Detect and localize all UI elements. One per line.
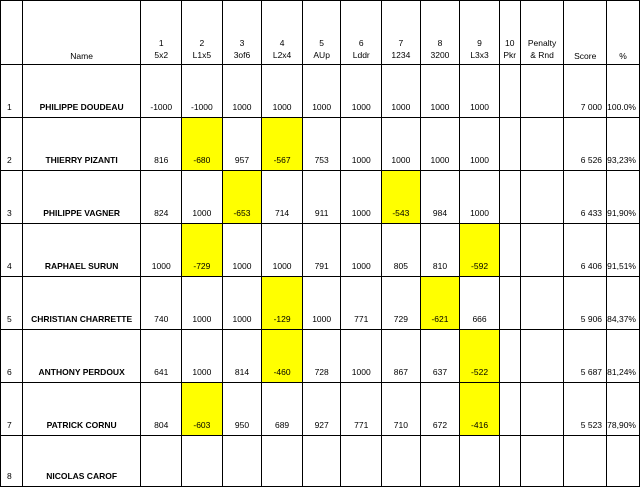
game-score-cell: -603 (182, 383, 223, 436)
player-name-cell: NICOLAS CAROF (22, 436, 141, 487)
game-score-cell (499, 65, 520, 118)
game-score-cell: 911 (302, 171, 341, 224)
header-game-1: 1 5x2 (141, 1, 182, 65)
table-row (1, 118, 640, 171)
game-score-cell: 729 (382, 277, 421, 330)
table-row (1, 436, 640, 487)
game-score-cell: 950 (222, 383, 262, 436)
header-game-10: 10 Pkr (499, 1, 520, 65)
game-score-cell: 1000 (182, 171, 223, 224)
game-score-cell: 1000 (341, 330, 382, 383)
game-score-cell: 753 (302, 118, 341, 171)
game-score-cell: 771 (341, 277, 382, 330)
game-score-cell (222, 436, 262, 487)
header-game-6: 6 Lddr (341, 1, 382, 65)
game-score-cell: 867 (382, 330, 421, 383)
game-score-cell (341, 436, 382, 487)
game-score-cell (141, 436, 182, 487)
game-score-cell: 714 (262, 171, 303, 224)
game-score-cell: -543 (382, 171, 421, 224)
header-game-5: 5 AUp (302, 1, 341, 65)
game-score-cell: 1000 (341, 224, 382, 277)
game-score-cell: 641 (141, 330, 182, 383)
game-score-cell: -729 (182, 224, 223, 277)
percent-cell: 93,23% (607, 118, 640, 171)
game-score-cell (499, 330, 520, 383)
score-cell: 6 433 (564, 171, 607, 224)
game-score-cell: 1000 (341, 65, 382, 118)
game-score-cell: 1000 (460, 65, 500, 118)
header-game-4: 4 L2x4 (262, 1, 303, 65)
game-score-cell: 1000 (341, 118, 382, 171)
percent-cell: 91,51% (607, 224, 640, 277)
score-cell: 6 406 (564, 224, 607, 277)
game-score-cell: 816 (141, 118, 182, 171)
penalty-cell (520, 330, 564, 383)
game-score-cell: 1000 (182, 277, 223, 330)
game-score-cell: 927 (302, 383, 341, 436)
header-penalty: Penalty & Rnd (520, 1, 564, 65)
score-cell: 5 523 (564, 383, 607, 436)
score-cell: 5 906 (564, 277, 607, 330)
player-name-cell: CHRISTIAN CHARRETTE (22, 277, 141, 330)
penalty-cell (520, 65, 564, 118)
game-score-cell (499, 383, 520, 436)
game-score-cell: 637 (420, 330, 460, 383)
rank-cell: 2 (1, 118, 23, 171)
game-score-cell: -680 (182, 118, 223, 171)
game-score-cell (499, 171, 520, 224)
game-score-cell (302, 436, 341, 487)
game-score-cell (182, 436, 223, 487)
percent-cell (607, 436, 640, 487)
header-row (1, 1, 640, 65)
game-score-cell: 1000 (262, 224, 303, 277)
game-score-cell: -567 (262, 118, 303, 171)
penalty-cell (520, 277, 564, 330)
player-name-cell: THIERRY PIZANTI (22, 118, 141, 171)
player-name-cell: ANTHONY PERDOUX (22, 330, 141, 383)
game-score-cell (499, 224, 520, 277)
table-row (1, 383, 640, 436)
game-score-cell: 957 (222, 118, 262, 171)
game-score-cell: 689 (262, 383, 303, 436)
table-row (1, 277, 640, 330)
game-score-cell: -621 (420, 277, 460, 330)
game-score-cell (499, 118, 520, 171)
game-score-cell: 1000 (420, 118, 460, 171)
game-score-cell: 1000 (262, 65, 303, 118)
score-cell: 7 000 (564, 65, 607, 118)
header-score: Score (564, 1, 607, 65)
game-score-cell: 1000 (382, 65, 421, 118)
table-row (1, 224, 640, 277)
game-score-cell (499, 436, 520, 487)
game-score-cell: 824 (141, 171, 182, 224)
game-score-cell: 805 (382, 224, 421, 277)
score-cell (564, 436, 607, 487)
game-score-cell: -416 (460, 383, 500, 436)
game-score-cell (262, 436, 303, 487)
header-game-8: 8 3200 (420, 1, 460, 65)
game-score-cell: -653 (222, 171, 262, 224)
game-score-cell: -1000 (182, 65, 223, 118)
game-score-cell: 710 (382, 383, 421, 436)
score-cell: 5 687 (564, 330, 607, 383)
rank-cell: 8 (1, 436, 23, 487)
percent-cell: 91,90% (607, 171, 640, 224)
game-score-cell: -1000 (141, 65, 182, 118)
score-cell: 6 526 (564, 118, 607, 171)
game-score-cell: 1000 (341, 171, 382, 224)
player-name-cell: RAPHAEL SURUN (22, 224, 141, 277)
rank-cell: 6 (1, 330, 23, 383)
game-score-cell (460, 436, 500, 487)
header-rank (1, 1, 23, 65)
header-game-9: 9 L3x3 (460, 1, 500, 65)
game-score-cell: 1000 (141, 224, 182, 277)
table-row (1, 171, 640, 224)
rank-cell: 5 (1, 277, 23, 330)
game-score-cell: 1000 (182, 330, 223, 383)
game-score-cell: 1000 (222, 277, 262, 330)
game-score-cell: 814 (222, 330, 262, 383)
game-score-cell: -522 (460, 330, 500, 383)
rank-cell: 1 (1, 65, 23, 118)
game-score-cell: -129 (262, 277, 303, 330)
penalty-cell (520, 383, 564, 436)
game-score-cell: 1000 (460, 171, 500, 224)
rank-cell: 7 (1, 383, 23, 436)
header-game-3: 3 3of6 (222, 1, 262, 65)
table-row (1, 330, 640, 383)
game-score-cell: 810 (420, 224, 460, 277)
game-score-cell (499, 277, 520, 330)
game-score-cell: 984 (420, 171, 460, 224)
penalty-cell (520, 171, 564, 224)
game-score-cell: 1000 (302, 277, 341, 330)
header-game-2: 2 L1x5 (182, 1, 223, 65)
percent-cell: 78,90% (607, 383, 640, 436)
game-score-cell: 672 (420, 383, 460, 436)
penalty-cell (520, 224, 564, 277)
penalty-cell (520, 436, 564, 487)
game-score-cell: 804 (141, 383, 182, 436)
header-game-7: 7 1234 (382, 1, 421, 65)
rank-cell: 3 (1, 171, 23, 224)
game-score-cell (382, 436, 421, 487)
game-score-cell: -460 (262, 330, 303, 383)
player-name-cell: PHILIPPE VAGNER (22, 171, 141, 224)
game-score-cell: 740 (141, 277, 182, 330)
penalty-cell (520, 118, 564, 171)
game-score-cell: 1000 (382, 118, 421, 171)
percent-cell: 84,37% (607, 277, 640, 330)
header-pct: % (607, 1, 640, 65)
game-score-cell (420, 436, 460, 487)
percent-cell: 81,24% (607, 330, 640, 383)
player-name-cell: PHILIPPE DOUDEAU (22, 65, 141, 118)
header-name: Name (22, 1, 141, 65)
player-name-cell: PATRICK CORNU (22, 383, 141, 436)
table-row (1, 65, 640, 118)
game-score-cell: 791 (302, 224, 341, 277)
game-score-cell: -592 (460, 224, 500, 277)
game-score-cell: 771 (341, 383, 382, 436)
rank-cell: 4 (1, 224, 23, 277)
game-score-cell: 1000 (222, 65, 262, 118)
game-score-cell: 1000 (420, 65, 460, 118)
percent-cell: 100.0% (607, 65, 640, 118)
game-score-cell: 666 (460, 277, 500, 330)
game-score-cell: 1000 (302, 65, 341, 118)
game-score-cell: 728 (302, 330, 341, 383)
game-score-cell: 1000 (222, 224, 262, 277)
game-score-cell: 1000 (460, 118, 500, 171)
